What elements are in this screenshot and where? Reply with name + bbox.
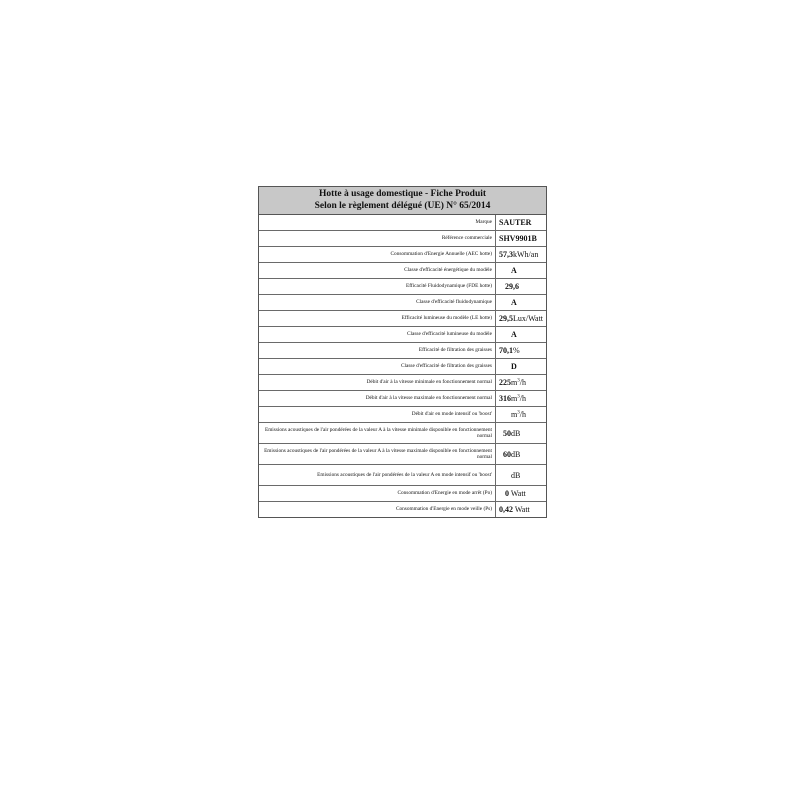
row-label: Consommation d'Energie Annuelle (AEC hotte) <box>259 247 496 263</box>
row-label: Classe d'efficacité lumineuse du modèle <box>259 327 496 343</box>
table-row <box>259 247 546 263</box>
row-value: $225m^3/h$ <box>496 375 547 391</box>
row-value: D <box>496 359 547 375</box>
row-value: 29,5Lux/Watt <box>496 311 547 327</box>
row-label: Débit d'air à la vitesse minimale en fonctionnement normal <box>259 375 496 391</box>
row-value: 50dB <box>496 423 547 444</box>
row-label: Débit d'air à la vitesse maximale en fonctionnement normal <box>259 391 496 407</box>
table-row <box>259 231 546 247</box>
row-value: A <box>496 263 547 279</box>
spec-table <box>259 215 546 517</box>
row-value: A <box>496 295 547 311</box>
row-label: Emissions acoustiques de l'air pondérées de la valeur A à la vitesse minimale disponible en fonctionnement normal <box>259 423 496 444</box>
row-label: Efficacité Fluidodynamique (FDE hotte) <box>259 279 496 295</box>
table-row <box>259 359 546 375</box>
row-value: $m^3/h$ <box>496 407 547 423</box>
row-value: 57,3kWh/an <box>496 247 547 263</box>
row-label: Classe d'efficacité de filtration des graisses <box>259 359 496 375</box>
row-value: SAUTER <box>496 215 547 231</box>
table-row <box>259 279 546 295</box>
row-label: Emissions acoustiques de l'air pondérées de la valeur A à la vitesse maximale disponible en fonctionnement normal <box>259 444 496 465</box>
table-row <box>259 486 546 502</box>
fiche-header <box>259 187 546 215</box>
row-label: Efficacité lumineuse du modèle (LE hotte) <box>259 311 496 327</box>
fiche-title: Hotte à usage domestique - Fiche Produit <box>318 189 487 199</box>
row-value: 0,42 Watt <box>496 502 547 518</box>
table-row <box>259 375 546 391</box>
row-value: dB <box>496 465 547 486</box>
row-label: Référence commerciale <box>259 231 496 247</box>
table-row <box>259 311 546 327</box>
fiche-subtitle: Selon le règlement délégué (UE) N° 65/2014 <box>314 201 491 211</box>
table-row <box>259 327 546 343</box>
table-row <box>259 444 546 465</box>
row-value: 0 Watt <box>496 486 547 502</box>
row-label: Consommation d'Energie en mode arrêt (Po) <box>259 486 496 502</box>
table-row <box>259 215 546 231</box>
row-value: 70,1% <box>496 343 547 359</box>
row-label: Classe d'efficacité fluidodynamique <box>259 295 496 311</box>
row-value: SHV9901B <box>496 231 547 247</box>
row-value: 29,6 <box>496 279 547 295</box>
table-row <box>259 423 546 444</box>
row-label: Efficacité de filtration des graisses <box>259 343 496 359</box>
row-value: $316m^3/h$ <box>496 391 547 407</box>
row-label: Débit d'air en mode intensif ou 'boost' <box>259 407 496 423</box>
table-row <box>259 263 546 279</box>
table-row <box>259 465 546 486</box>
product-fiche <box>258 186 547 518</box>
table-row <box>259 295 546 311</box>
row-label: Classe d'efficacité énergétique du modèle <box>259 263 496 279</box>
row-value: A <box>496 327 547 343</box>
row-label: Consommation d'Energie en mode veille (Ps) <box>259 502 496 518</box>
row-label: Marque <box>259 215 496 231</box>
table-row <box>259 391 546 407</box>
table-row <box>259 343 546 359</box>
table-row <box>259 407 546 423</box>
row-value: 60dB <box>496 444 547 465</box>
table-row <box>259 502 546 518</box>
row-label: Emissions acoustiques de l'air pondérées de la valeur A en mode intensif ou 'boost' <box>259 465 496 486</box>
